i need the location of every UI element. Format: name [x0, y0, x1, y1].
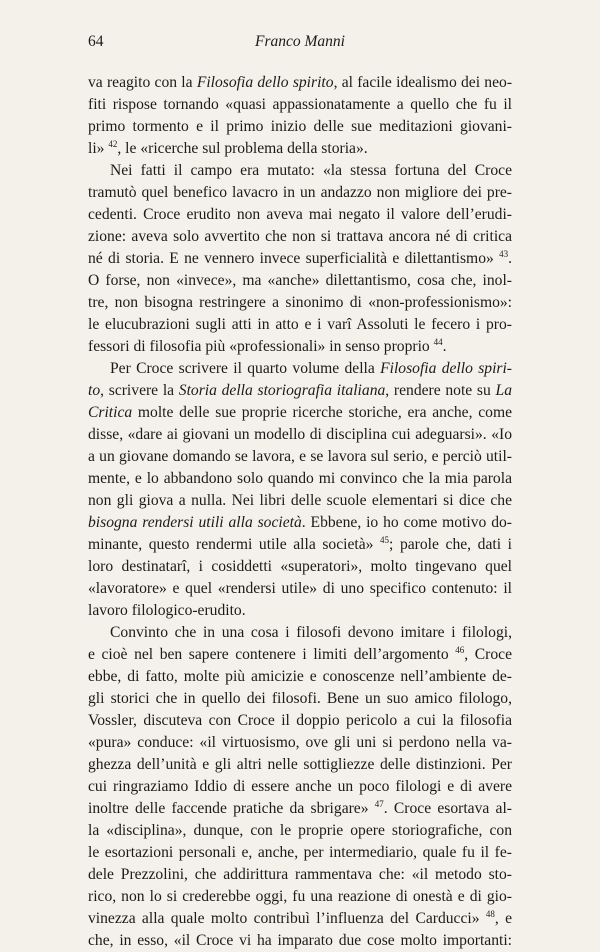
text-line: ghezza dell’unità e gli altri nelle sottigliezze delle distinzioni. Per [88, 756, 512, 773]
text-line: rico, non lo si crederebbe oggi, fu una reazione di onestà e di gio- [88, 888, 512, 905]
page-number: 64 [88, 33, 104, 50]
text-line: non gli giova a nulla. Nei libri delle scuole elementari si dice che [88, 492, 512, 509]
text-line: Nei fatti il campo era mutato: «la stessa fortuna del Croce [110, 162, 512, 179]
text-line: vinezza alla quale molto contribuì l’influenza del Carducci» $^{48}$, e [88, 909, 513, 927]
text-line: cui ringraziamo Iddio di essere anche un poco filologi e di avere [88, 778, 512, 795]
text-line: che, in esso, «il Croce vi ha imparato due cose molto importanti: [88, 932, 512, 949]
text-line: lavoro filologico-erudito. [88, 602, 246, 619]
page-header [88, 33, 512, 53]
text-line: Convinto che in una cosa i filosofi devono imitare i filologi, [110, 624, 512, 641]
text-line: né di storia. E ne vennero invece superficialità e dilettantismo» $^{43}$. [88, 249, 512, 267]
text-line: Per Croce scrivere il quarto volume della Filosofia dello spiri- [110, 360, 512, 377]
text-line: tramutò quel benefico lavacro in un andazzo non migliore dei pre- [88, 184, 512, 201]
text-line: gli storici che in quello dei filosofi. Bene un suo amico filologo, [88, 690, 512, 707]
text-line: bisogna rendersi utili alla società. Ebbene, io ho come motivo do- [88, 514, 512, 531]
text-line: va reagito con la Filosofia dello spirito, al facile idealismo dei neo- [88, 74, 513, 91]
text-line: ebbe, di fatto, molte più amicizie e conoscenze nell’ambiente de- [88, 668, 512, 685]
text-line: to, scrivere la Storia della storiografia italiana, rendere note su La [88, 382, 512, 399]
text-line: a un giovane domando se lavora, e se lavora sul serio, e perciò util- [88, 448, 512, 465]
text-line: le elucubrazioni sugli atti in atto e i varî Assoluti le fecero i pro- [88, 316, 512, 333]
text-line: inoltre delle faccende pratiche da sbrigare» $^{47}$. Croce esortava al- [88, 799, 512, 817]
running-head: Franco Manni [255, 33, 345, 50]
text-line: zione: aveva solo avvertito che non si trattava ancora né di critica [88, 228, 512, 245]
text-line: mente, e lo abbandono solo quando mi convinco che la mia parola [88, 470, 512, 487]
text-line: primo tormento e il primo inizio delle sue meditazioni giovani- [88, 118, 512, 135]
text-line: Vossler, discuteva con Croce il doppio pericolo a cui la filosofia [88, 712, 512, 729]
text-line: disse, «dare ai giovani un modello di disciplina cui adeguarsi». «Io [88, 426, 512, 443]
text-line: «lavoratore» e quel «rendersi utile» di uno specifico contenuto: il [88, 580, 512, 597]
text-line: loro destinatarî, i cosiddetti «superatori», molto tingevano quel [88, 558, 512, 575]
text-line: le esortazioni personali e, anche, per intermediario, quale fu il fe- [88, 844, 512, 861]
text-line: «pura» conduce: «il virtuosismo, ove gli uni si perdono nella va- [88, 734, 512, 751]
text-line: dele Prezzolini, che addirittura rammentava che: «il metodo sto- [88, 866, 512, 883]
text-line: la «disciplina», dunque, con le proprie opere storiografiche, con [88, 822, 512, 839]
text-line: O forse, non «invece», ma «anche» dilettantismo, cosa che, inol- [88, 272, 512, 289]
text-line: tre, non bisogna restringere a sinonimo di «non-professionismo»: [88, 294, 512, 311]
text-line: minante, questo rendermi utile alla società» $^{45}$; parole che, dati i [88, 535, 512, 553]
text-line: Critica molte delle sue proprie ricerche storiche, era anche, come [88, 404, 512, 421]
text-line: cedenti. Croce erudito non aveva mai negato il valore dell’erudi- [88, 206, 512, 223]
text-line: fessori di filosofia più «professionali» in senso proprio $^{44}$. [88, 337, 447, 355]
text-line: li» $^{42}$, le «ricerche sul problema della storia». [88, 139, 368, 157]
text-line: e cioè nel ben sapere contenere i limiti dell’argomento $^{46}$, Croce [88, 645, 513, 663]
text-line: fiti rispose tornando «quasi appassionatamente a quello che fu il [88, 96, 512, 113]
body-text [88, 72, 512, 952]
